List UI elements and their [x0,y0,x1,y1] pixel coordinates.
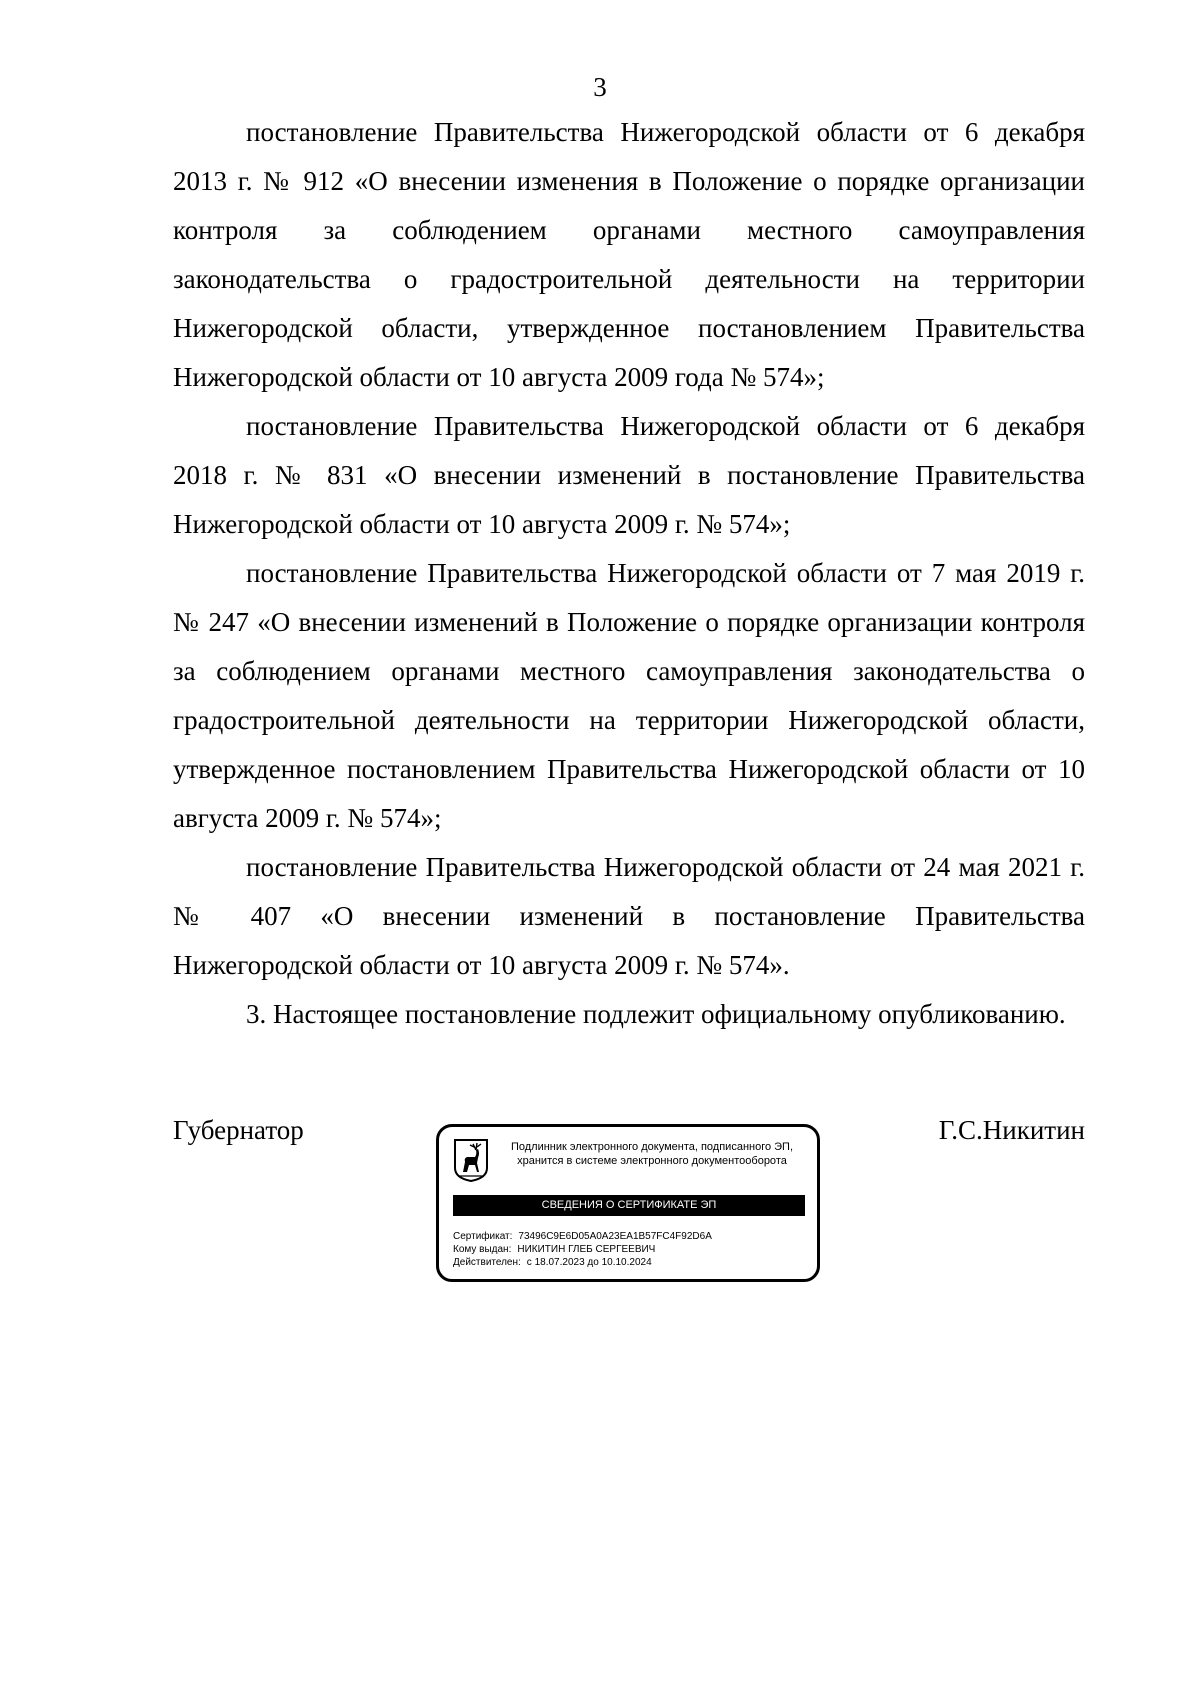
certificate-details [453,1230,712,1269]
validity-row [453,1256,712,1269]
document-body [173,108,1085,1039]
paragraph-publication: 3. Настоящее постановление подлежит официальному опубликованию. [246,999,1066,1029]
certificate-label: Сертификат: [453,1231,513,1242]
paragraph-decree-247: постановление Правительства Нижегородской области от 7 мая 2019 г. № 247 «О внесении изменений в Положение о порядке организации контроля за соблюдением органами местного самоуправления законодательства о градостроительной деятельности на территории Нижегородской области, утвержденное постановлением Правительства Нижегородской области от 10 августа 2009 г. № 574»; [173,558,1085,833]
paragraph-decree-912: постановление Правительства Нижегородской области от 6 декабря 2013 г. № 912 «О внесении изменения в Положение о порядке организации контроля за соблюдением органами местного самоуправления законодательства о градостроительной деятельности на территории Нижегородской области, утвержденное постановлением Правительства Нижегородской области от 10 августа 2009 года № 574»; [173,117,1085,392]
stamp-header [493,1140,811,1168]
paragraph-decree-407: постановление Правительства Нижегородской области от 24 мая 2021 г. № 407 «О внесении изменений в постановление Правительства Нижегородской области от 10 августа 2009 г. № 574». [173,852,1085,980]
page-number: 3 [593,72,607,102]
stamp-header-line1: Подлинник электронного документа, подписанного ЭП, [510,1141,794,1153]
issued-to-label: Кому выдан: [453,1244,512,1255]
certificate-value: 73496C9E6D05A0A23EA1B57FC4F92D6A [518,1231,712,1242]
signer-name: Г.С.Никитин [938,1115,1085,1145]
issued-to-value: НИКИТИН ГЛЕБ СЕРГЕЕВИЧ [517,1244,656,1255]
electronic-signature-stamp [436,1124,820,1282]
validity-value: с 18.07.2023 до 10.10.2024 [526,1257,652,1268]
deer-emblem-icon [453,1138,489,1182]
stamp-header-line2: хранится в системе электронного документооборота [517,1155,787,1167]
issued-to-row [453,1243,712,1256]
validity-label: Действителен: [453,1257,521,1268]
certificate-info-bar: СВЕДЕНИЯ О СЕРТИФИКАТЕ ЭП [453,1195,805,1216]
certificate-row [453,1230,712,1243]
signer-title: Губернатор [173,1115,304,1145]
paragraph-decree-831: постановление Правительства Нижегородской области от 6 декабря 2018 г. № 831 «О внесении изменений в постановление Правительства Нижегородской области от 10 августа 2009 г. № 574»; [173,411,1085,539]
